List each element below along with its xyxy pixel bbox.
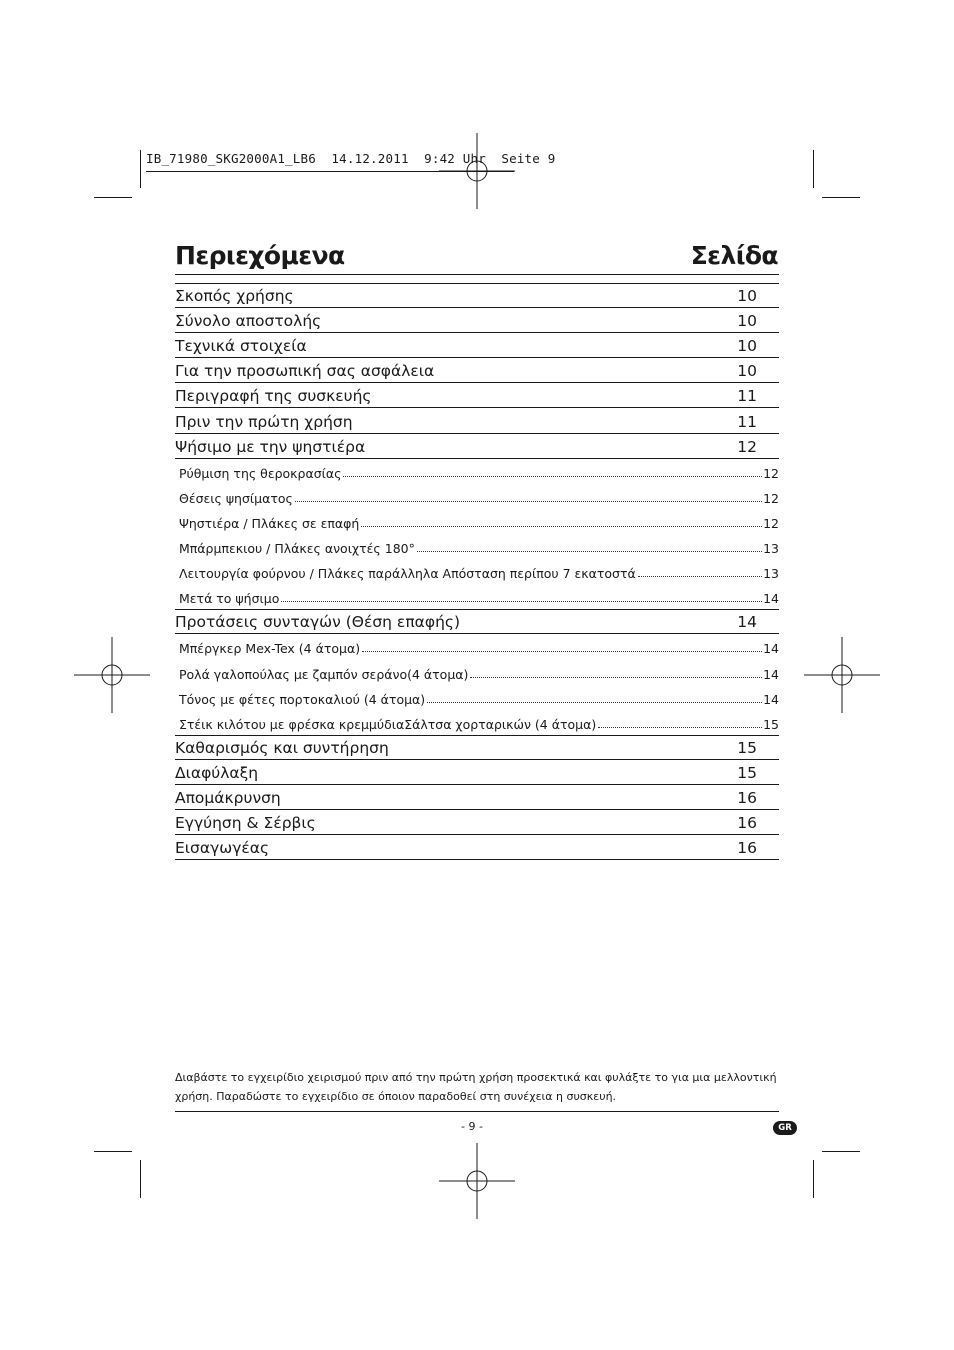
page-number: - 9 - bbox=[461, 1120, 483, 1133]
registration-mark-left-icon bbox=[74, 637, 150, 713]
crop-mark-bottom-left-h bbox=[94, 1151, 132, 1152]
crop-mark-top-left-h bbox=[94, 197, 132, 198]
toc-entry-title: Πριν την πρώτη χρήση bbox=[175, 412, 353, 431]
toc-entry-page: 14 bbox=[763, 591, 779, 607]
toc-entry-title: Περιγραφή της συσκευής bbox=[175, 387, 372, 406]
toc-entry-title: Ρύθμιση της θερoκρασίας bbox=[179, 465, 342, 481]
toc-entry[interactable] bbox=[175, 735, 779, 760]
toc-entry-title: Στέικ κιλότου με φρέσκα κρεμμύδιαΣάλτσα χορταρικών (4 άτομα) bbox=[179, 716, 597, 732]
contents-heading: Περιεχόμενα bbox=[175, 241, 345, 270]
toc-entry-title: Μπέργκερ Mex-Tex (4 άτομα) bbox=[179, 641, 361, 657]
toc-entry-title: Τεχνικά στοιχεία bbox=[175, 337, 307, 356]
toc-subentry[interactable] bbox=[175, 659, 779, 684]
dot-leader bbox=[343, 476, 762, 477]
toc-entry-title: Διαφύλαξη bbox=[175, 763, 259, 782]
print-slug: IB_71980_SKG2000A1_LB6 14.12.2011 9:42 Uhr Seite 9 bbox=[146, 151, 556, 166]
crop-mark-bottom-left-v bbox=[140, 1160, 141, 1198]
toc-entry-title: Λειτουργία φούρνου / Πλάκες παράλληλα Απόσταση περίπου 7 εκατοστά bbox=[179, 566, 636, 582]
toc-entry-page: 10 bbox=[737, 362, 757, 381]
toc-subentry[interactable] bbox=[175, 459, 779, 484]
toc-entry-page: 10 bbox=[737, 312, 757, 331]
dot-leader bbox=[638, 576, 762, 577]
toc-entry-title: Εγγύηση & Σέρβις bbox=[175, 814, 316, 833]
toc-subentry[interactable] bbox=[175, 584, 779, 609]
toc-entry-page: 16 bbox=[737, 839, 757, 858]
footer-rule bbox=[175, 1111, 779, 1112]
toc-entry-page: 12 bbox=[763, 465, 779, 481]
toc-entry[interactable] bbox=[175, 434, 779, 459]
crop-mark-bottom-right-h bbox=[822, 1151, 860, 1152]
toc-entry-page: 15 bbox=[763, 716, 779, 732]
page-column-heading: Σελίδα bbox=[690, 241, 778, 270]
dot-leader bbox=[295, 501, 762, 502]
dot-leader bbox=[598, 727, 762, 728]
dot-leader bbox=[417, 551, 762, 552]
toc-entry-title: Ρολά γαλοπούλας με ζαμπόν σεράνο(4 άτομα) bbox=[179, 666, 469, 682]
toc-entry-page: 15 bbox=[737, 738, 757, 757]
toc-entry-title: Θέσεις ψησίματος bbox=[179, 490, 293, 506]
toc-entry-page: 13 bbox=[763, 566, 779, 582]
toc-entry[interactable] bbox=[175, 785, 779, 810]
toc-entry-page: 12 bbox=[763, 515, 779, 531]
toc-entry-page: 16 bbox=[737, 814, 757, 833]
crop-mark-top-right-v bbox=[813, 150, 814, 188]
dot-leader bbox=[281, 601, 762, 602]
toc-entry-title: Για την προσωπική σας ασφάλεια bbox=[175, 362, 435, 381]
crop-mark-top-left-v bbox=[140, 150, 141, 188]
table-of-contents bbox=[175, 283, 779, 860]
toc-entry-page: 10 bbox=[737, 287, 757, 306]
toc-entry[interactable] bbox=[175, 835, 779, 860]
toc-entry[interactable] bbox=[175, 308, 779, 333]
dot-leader bbox=[362, 651, 762, 652]
crop-mark-bottom-right-v bbox=[813, 1160, 814, 1198]
toc-entry[interactable] bbox=[175, 333, 779, 358]
reading-note: Διαβάστε το εγχειρίδιο χειρισμού πριν από την πρώτη χρήση προσεκτικά και φυλάξτε το για μια μελλοντική χρήση. Παραδώστε το εγχειρίδιο σε όποιον παραδοθεί στη συνέχεια η συσκευή. bbox=[175, 1071, 777, 1103]
crop-mark-top-right-h bbox=[822, 197, 860, 198]
toc-subentry[interactable] bbox=[175, 509, 779, 534]
toc-entry-title: Εισαγωγέας bbox=[175, 839, 270, 858]
toc-entry-page: 11 bbox=[737, 412, 757, 431]
toc-entry-page: 11 bbox=[737, 387, 757, 406]
toc-entry[interactable] bbox=[175, 358, 779, 383]
toc-entry-page: 14 bbox=[737, 613, 757, 632]
toc-entry-title: Απομάκρυνση bbox=[175, 788, 281, 807]
toc-entry-page: 14 bbox=[763, 666, 779, 682]
toc-entry[interactable] bbox=[175, 760, 779, 785]
toc-entry-title: Σύνολο αποστολής bbox=[175, 312, 322, 331]
toc-entry-title: Σκοπός χρήσης bbox=[175, 287, 294, 306]
toc-entry-page: 12 bbox=[763, 490, 779, 506]
toc-subentry[interactable] bbox=[175, 685, 779, 710]
toc-entry-page: 10 bbox=[737, 337, 757, 356]
registration-mark-top-icon bbox=[439, 133, 515, 209]
dot-leader bbox=[470, 677, 762, 678]
toc-entry-page: 14 bbox=[763, 641, 779, 657]
toc-entry-page: 14 bbox=[763, 691, 779, 707]
toc-subentry[interactable] bbox=[175, 634, 779, 659]
toc-entry-title: Καθαρισμός και συντήρηση bbox=[175, 738, 389, 757]
toc-entry-title: Μετά το ψήσιμο bbox=[179, 591, 280, 607]
toc-subentry[interactable] bbox=[175, 484, 779, 509]
toc-subentry[interactable] bbox=[175, 710, 779, 735]
toc-entry-page: 12 bbox=[737, 437, 757, 456]
toc-subentry[interactable] bbox=[175, 559, 779, 584]
dot-leader bbox=[427, 702, 762, 703]
toc-entry-title: Τόνος με φέτες πορτοκαλιού (4 άτομα) bbox=[179, 691, 426, 707]
toc-entry[interactable] bbox=[175, 609, 779, 634]
toc-entry-title: Ψηστιέρα / Πλάκες σε επαφή bbox=[179, 515, 360, 531]
toc-entry-page: 15 bbox=[737, 763, 757, 782]
toc-entry-page: 16 bbox=[737, 788, 757, 807]
toc-entry[interactable] bbox=[175, 408, 779, 433]
toc-entry[interactable] bbox=[175, 383, 779, 408]
dot-leader bbox=[361, 526, 762, 527]
registration-mark-right-icon bbox=[804, 637, 880, 713]
toc-entry-title: Μπάρμπεκιου / Πλάκες ανοιχτές 180° bbox=[179, 541, 415, 557]
registration-mark-bottom-icon bbox=[439, 1143, 515, 1219]
heading-rule bbox=[175, 274, 779, 275]
toc-entry[interactable] bbox=[175, 810, 779, 835]
language-badge: GR bbox=[773, 1121, 797, 1135]
toc-entry-title: Ψήσιμο με την ψηστιέρα bbox=[175, 437, 366, 456]
toc-entry[interactable] bbox=[175, 283, 779, 308]
toc-entry-page: 13 bbox=[763, 541, 779, 557]
toc-entry-title: Προτάσεις συνταγών (Θέση επαφής) bbox=[175, 613, 461, 632]
toc-subentry[interactable] bbox=[175, 534, 779, 559]
